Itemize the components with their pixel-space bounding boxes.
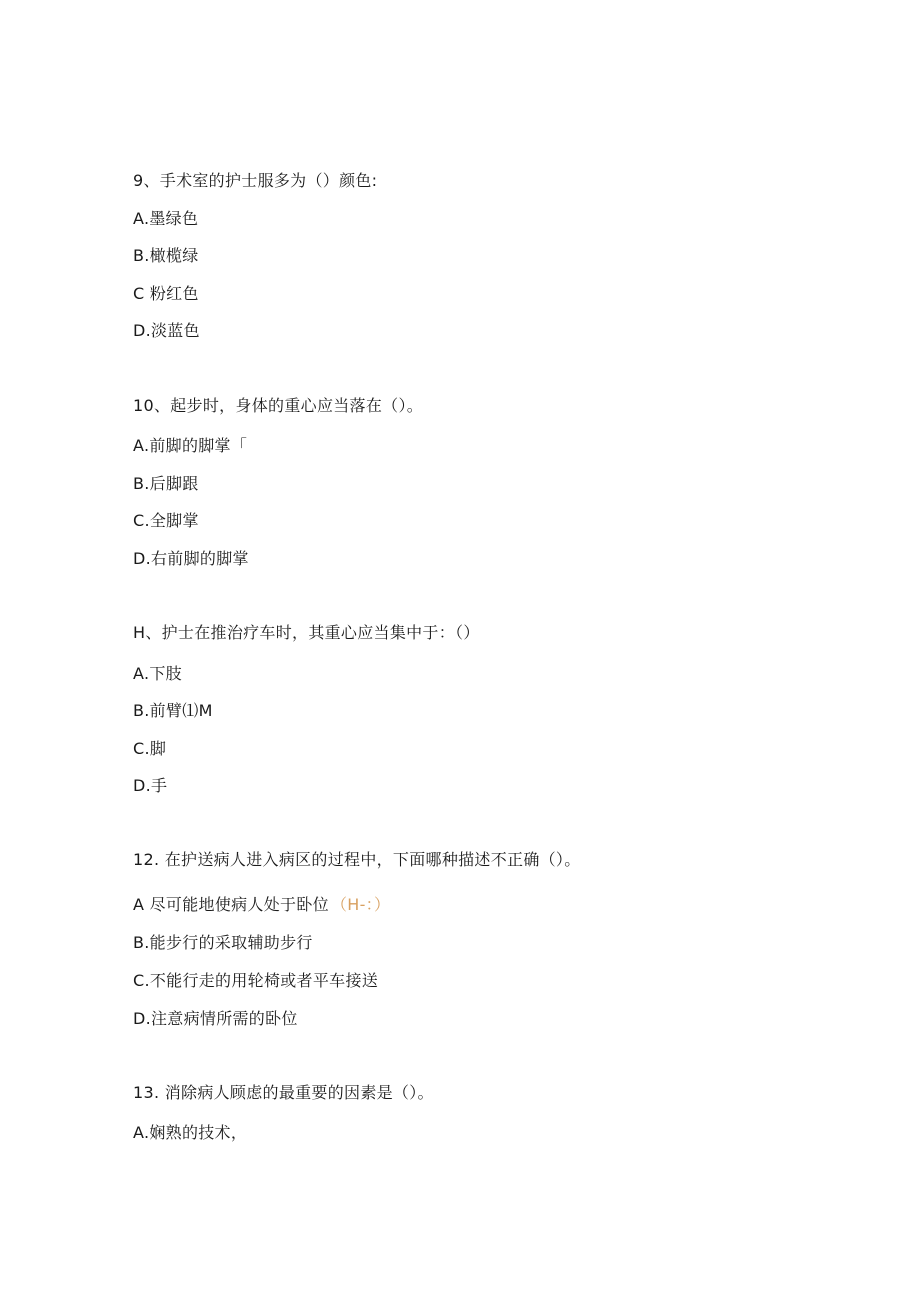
question-12-option-a-note: （H-：） — [330, 895, 391, 914]
question-12-option-d: D.注意病情所需的卧位 — [133, 1009, 298, 1028]
question-11-option-d: D.手 — [133, 776, 168, 795]
question-12-option-a: A 尽可能地使病人处于卧位 — [133, 895, 329, 914]
question-11-option-b: B.前臂⑴M — [133, 701, 213, 720]
question-10-stem: 10、起步时，身体的重心应当落在（）。 — [133, 396, 424, 415]
question-12-option-c: C.不能行走的用轮椅或者平车接送 — [133, 971, 379, 990]
question-11-option-c: C.脚 — [133, 739, 167, 758]
question-10-option-d: D.右前脚的脚掌 — [133, 549, 249, 568]
question-13-stem: 13. 消除病人顾虑的最重要的因素是（）。 — [133, 1083, 434, 1102]
question-9-option-a: A.墨绿色 — [133, 209, 199, 228]
question-10-option-a: A.前脚的脚掌「 — [133, 436, 248, 455]
question-13-option-a: A.娴熟的技术， — [133, 1123, 248, 1142]
question-12-option-b: B.能步行的采取辅助步行 — [133, 933, 313, 952]
question-11-option-a: A.下肢 — [133, 664, 182, 683]
question-9-stem: 9、手术室的护士服多为（）颜色: — [133, 171, 378, 190]
question-10-option-c: C.全脚掌 — [133, 511, 199, 530]
question-9-option-d: D.淡蓝色 — [133, 321, 200, 340]
question-9-option-b: B.橄榄绿 — [133, 246, 199, 265]
question-11-stem: H、护士在推治疗车时，其重心应当集中于：（） — [133, 623, 480, 642]
question-10-option-b: B.后脚跟 — [133, 474, 199, 493]
question-12-option-a-row — [133, 895, 390, 915]
question-9-option-c: C 粉红色 — [133, 284, 199, 303]
question-12-stem: 12. 在护送病人进入病区的过程中，下面哪种描述不正确（）。 — [133, 850, 581, 869]
